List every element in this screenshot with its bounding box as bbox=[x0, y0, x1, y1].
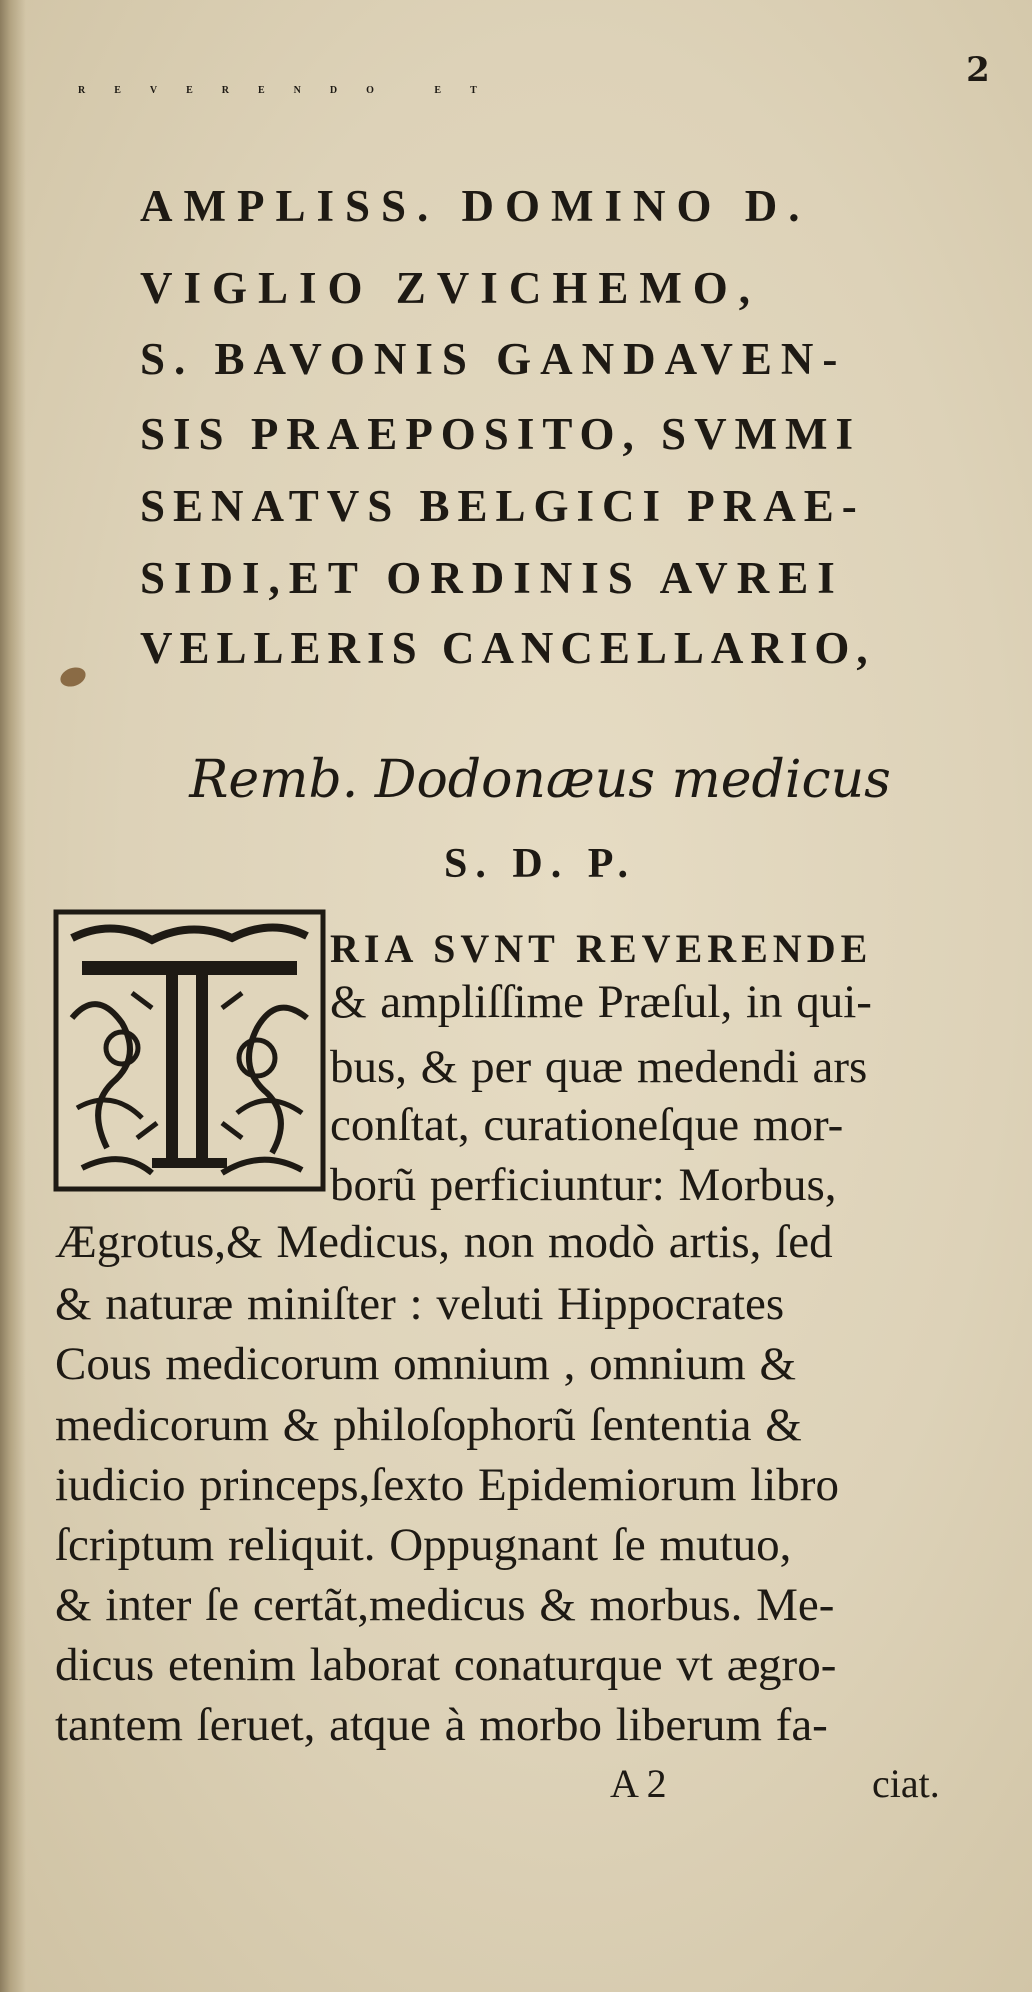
dedication-line-7: SIDI,ET ORDINIS AVREI bbox=[140, 553, 844, 603]
body-line-1: RIA SVNT REVERENDE bbox=[330, 926, 873, 971]
dedication-line-2: AMPLISS. DOMINO D. bbox=[140, 181, 811, 231]
dedication-line-6: SENATVS BELGICI PRAE- bbox=[140, 481, 865, 531]
dedication-line-8: VELLERIS CANCELLARIO, bbox=[140, 623, 875, 673]
body-line-6: Ægrotus,& Medicus, non modò artis, ſed bbox=[55, 1216, 833, 1268]
body-line-13: dicus etenim laborat conaturque vt ægro- bbox=[55, 1639, 837, 1691]
signature-mark: A 2 bbox=[610, 1761, 667, 1806]
author-line: Remb. Dodonæus medicus bbox=[189, 750, 891, 810]
dedication-line-4: S. BAVONIS GANDAVEN- bbox=[140, 334, 847, 384]
catchword: ciat. bbox=[872, 1761, 940, 1806]
body-line-4: conſtat, curationeſque mor- bbox=[330, 1099, 844, 1151]
body-line-11: ſcriptum reliquit. Oppugnant ſe mutuo, bbox=[55, 1519, 792, 1571]
body-line-5: borũ perficiuntur: Morbus, bbox=[330, 1159, 837, 1211]
body-line-14: tantem ſeruet, atque à morbo liberum fa- bbox=[55, 1699, 828, 1751]
dedication-line-5: SIS PRAEPOSITO, SVMMI bbox=[140, 409, 862, 459]
decorated-initial-t-icon bbox=[52, 908, 327, 1193]
body-line-2: & ampliſſime Præſul, in qui- bbox=[330, 976, 872, 1028]
binding-gutter bbox=[0, 0, 26, 1992]
body-line-3: bus, & per quæ medendi ars bbox=[330, 1041, 868, 1093]
page-number: 2 bbox=[966, 50, 990, 90]
salutation: S. D. P. bbox=[444, 841, 636, 887]
body-line-8: Cous medicorum omnium , omnium & bbox=[55, 1338, 797, 1390]
ink-blot bbox=[58, 664, 89, 690]
dedication-line-1: REVERENDO ET bbox=[78, 85, 506, 96]
body-line-10: iudicio princeps,ſexto Epidemiorum libro bbox=[55, 1459, 839, 1511]
body-line-7: & naturæ miniſter : veluti Hippocrates bbox=[55, 1278, 785, 1330]
body-line-12: & inter ſe certãt,medicus & morbus. Me- bbox=[55, 1579, 835, 1631]
dedication-line-3: VIGLIO ZVICHEMO, bbox=[140, 263, 762, 313]
body-line-9: medicorum & philoſophorũ ſententia & bbox=[55, 1399, 802, 1451]
